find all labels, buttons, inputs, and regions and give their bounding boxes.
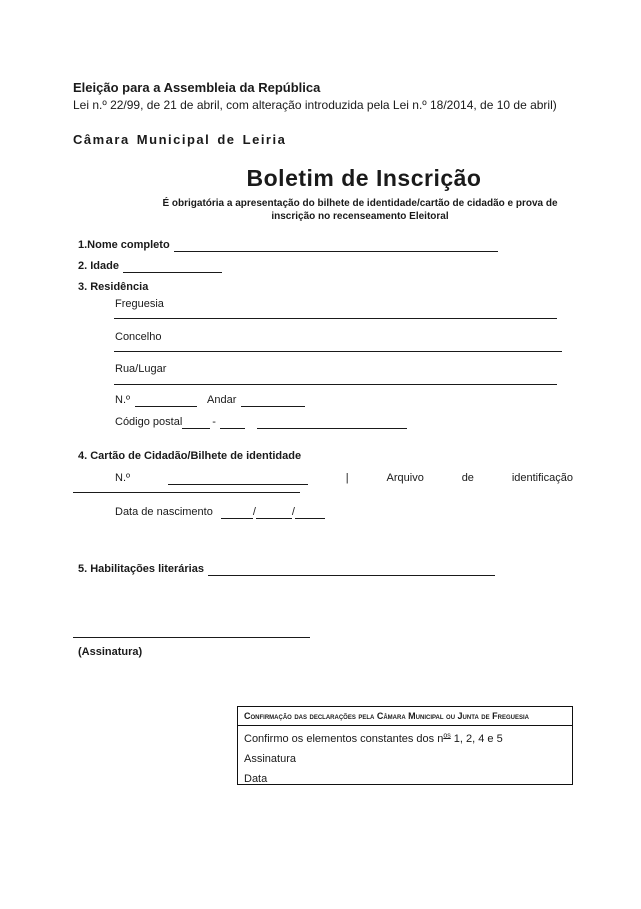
confirmation-statement-suffix: 1, 2, 4 e 5 [450, 733, 503, 745]
parish-input-line [114, 318, 557, 319]
field-row-age [78, 259, 222, 273]
election-title: Eleição para a Assembleia da República [73, 80, 321, 95]
birth-month-line [256, 507, 292, 519]
id-archive-input-line [73, 492, 300, 493]
field-row-name [78, 238, 498, 252]
floor-input-line [241, 395, 305, 407]
confirmation-statement [238, 733, 572, 746]
field-row-postal-code [115, 415, 407, 429]
law-reference: Lei n.º 22/99, de 21 de abril, com alteração introduzida pela Lei n.º 18/2014, de 10 de abril) [73, 98, 557, 112]
confirmation-box-header: Confirmação das declarações pela Câmara Municipal ou Junta de Freguesia [238, 707, 572, 726]
parish-label: Freguesia [115, 298, 164, 310]
county-label: Concelho [115, 331, 162, 343]
county-input-line [114, 351, 562, 352]
name-label: 1.Nome completo [78, 239, 170, 251]
separator-bar: | [345, 472, 349, 484]
confirmation-box [237, 706, 573, 785]
field-row-birth-date [115, 505, 325, 519]
municipality-name: Câmara Municipal de Leiria [73, 132, 287, 147]
postal-code-label: Código postal [115, 416, 183, 428]
date-slash-2: / [291, 506, 295, 518]
confirmation-statement-prefix: Confirmo os elementos constantes dos n [244, 733, 444, 745]
street-input-line [114, 384, 557, 385]
archive-word-1: Arquivo [386, 472, 424, 484]
street-label: Rua/Lugar [115, 363, 167, 375]
id-number-input-line [168, 473, 308, 485]
qualifications-label: 5. Habilitações literárias [78, 563, 204, 575]
confirmation-signature-label: Assinatura [244, 753, 296, 765]
id-number-label: N.º [115, 472, 131, 484]
archive-word-3: identificação [511, 472, 573, 484]
signature-caption: (Assinatura) [78, 646, 143, 658]
qualifications-input-line [208, 564, 495, 576]
archive-word-2: de [461, 472, 474, 484]
postal-locality-line [257, 417, 407, 429]
form-title: Boletim de Inscrição [246, 165, 482, 191]
confirmation-date-label: Data [244, 773, 268, 785]
field-row-qualifications [78, 562, 495, 576]
postal-code-line-2 [220, 417, 245, 429]
postal-code-line-1 [182, 417, 210, 429]
age-input-line [123, 261, 222, 273]
residence-label: 3. Residência [78, 281, 149, 293]
confirmation-statement-superscript: os [443, 732, 451, 740]
signature-line [73, 637, 310, 638]
birth-day-line [221, 507, 253, 519]
id-section-label: 4. Cartão de Cidadão/Bilhete de identidade [78, 450, 302, 462]
birth-date-label: Data de nascimento [115, 506, 213, 518]
postal-code-dash: - [212, 416, 216, 428]
form-subtitle: É obrigatória a apresentação do bilhete de identidade/cartão de cidadão e prova de inscrição no recenseamento Eleitoral [162, 198, 558, 222]
birth-year-line [295, 507, 325, 519]
field-row-number-floor [115, 393, 305, 407]
door-number-input-line [135, 395, 197, 407]
name-input-line [174, 240, 498, 252]
date-slash-1: / [252, 506, 256, 518]
floor-label: Andar [207, 394, 237, 406]
age-label: 2. Idade [78, 260, 119, 272]
door-number-label: N.º [115, 394, 131, 406]
field-row-id-number [115, 471, 573, 485]
